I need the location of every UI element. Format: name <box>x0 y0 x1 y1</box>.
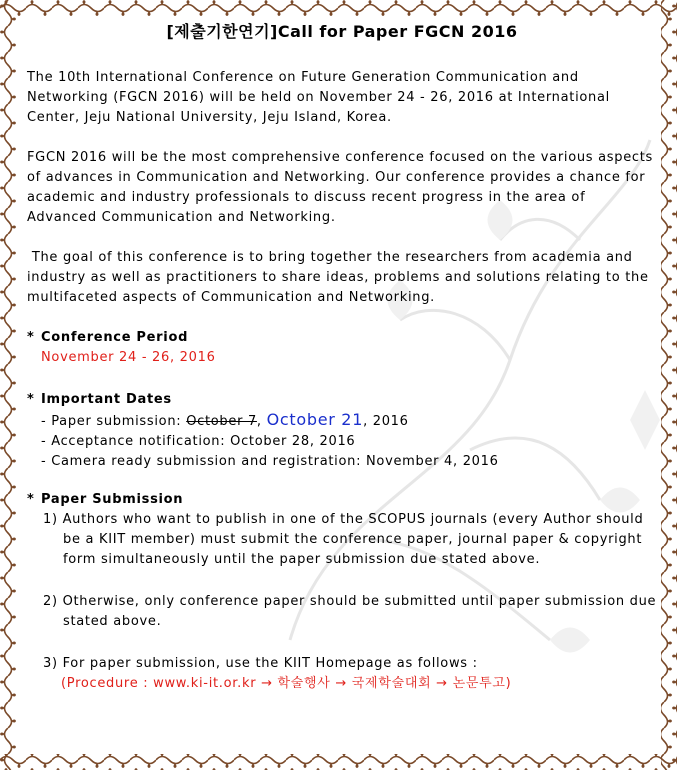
submission-suffix: , 2016 <box>363 414 409 429</box>
paper-submission-heading: Paper Submission <box>41 492 184 507</box>
paper-submission-date <box>27 410 657 432</box>
submission-item-1: 1) Authors who want to publish in one of the SCOPUS journals (every Author should be a KIIT member) must submit the conference paper, journal paper & copyright form simultaneously until the paper submission due stated above. <box>43 512 644 567</box>
bullet-icon: * <box>27 392 35 407</box>
intro-paragraph-3: The goal of this conference is to bring together the researchers from academia and industry as well as practitioners to share ideas, problems and solutions relating to the multifaceted aspects of Communication and Networking. <box>27 250 654 305</box>
intro-paragraph-2: FGCN 2016 will be the most comprehensive conference focused on the various aspects of advances in Communication and Networking. Our conference provides a chance for academic and industry professionals to discuss recent progress in the area of Advanced Communication and Networking. <box>27 150 654 225</box>
submission-item-2: 2) Otherwise, only conference paper should be submitted until paper submission due stated above. <box>43 594 657 629</box>
camera-ready-date: - Camera ready submission and registration: November 4, 2016 <box>41 454 499 469</box>
important-dates-heading: Important Dates <box>41 392 172 407</box>
page-title: [제출기한연기]Call for Paper FGCN 2016 <box>166 22 518 41</box>
bullet-icon: * <box>27 330 35 345</box>
bullet-icon: * <box>27 492 35 507</box>
submission-item-3: 3) For paper submission, use the KIIT Homepage as follows : <box>43 656 478 671</box>
new-deadline: October 21 <box>266 410 364 429</box>
paper-submission-section <box>27 490 657 694</box>
conference-period-heading: Conference Period <box>41 330 189 345</box>
important-dates-section <box>27 390 657 472</box>
notice-content <box>27 22 657 694</box>
conference-period-value: November 24 - 26, 2016 <box>41 350 216 365</box>
acceptance-date: - Acceptance notification: October 28, 2016 <box>41 434 356 449</box>
procedure-link[interactable]: (Procedure : www.ki-it.or.kr → 학술행사 → 국제학술대회 → 논문투고) <box>61 676 512 691</box>
intro-paragraph-1: The 10th International Conference on Future Generation Communication and Networking (FGCN 2016) will be held on November 24 - 26, 2016 at International Center, Jeju National University, Jeju Island, Korea. <box>27 70 610 125</box>
submission-prefix: - Paper submission: <box>41 414 187 429</box>
conference-period-section <box>27 328 657 368</box>
submission-sep: , <box>256 414 267 429</box>
old-deadline: October 7 <box>186 414 257 429</box>
